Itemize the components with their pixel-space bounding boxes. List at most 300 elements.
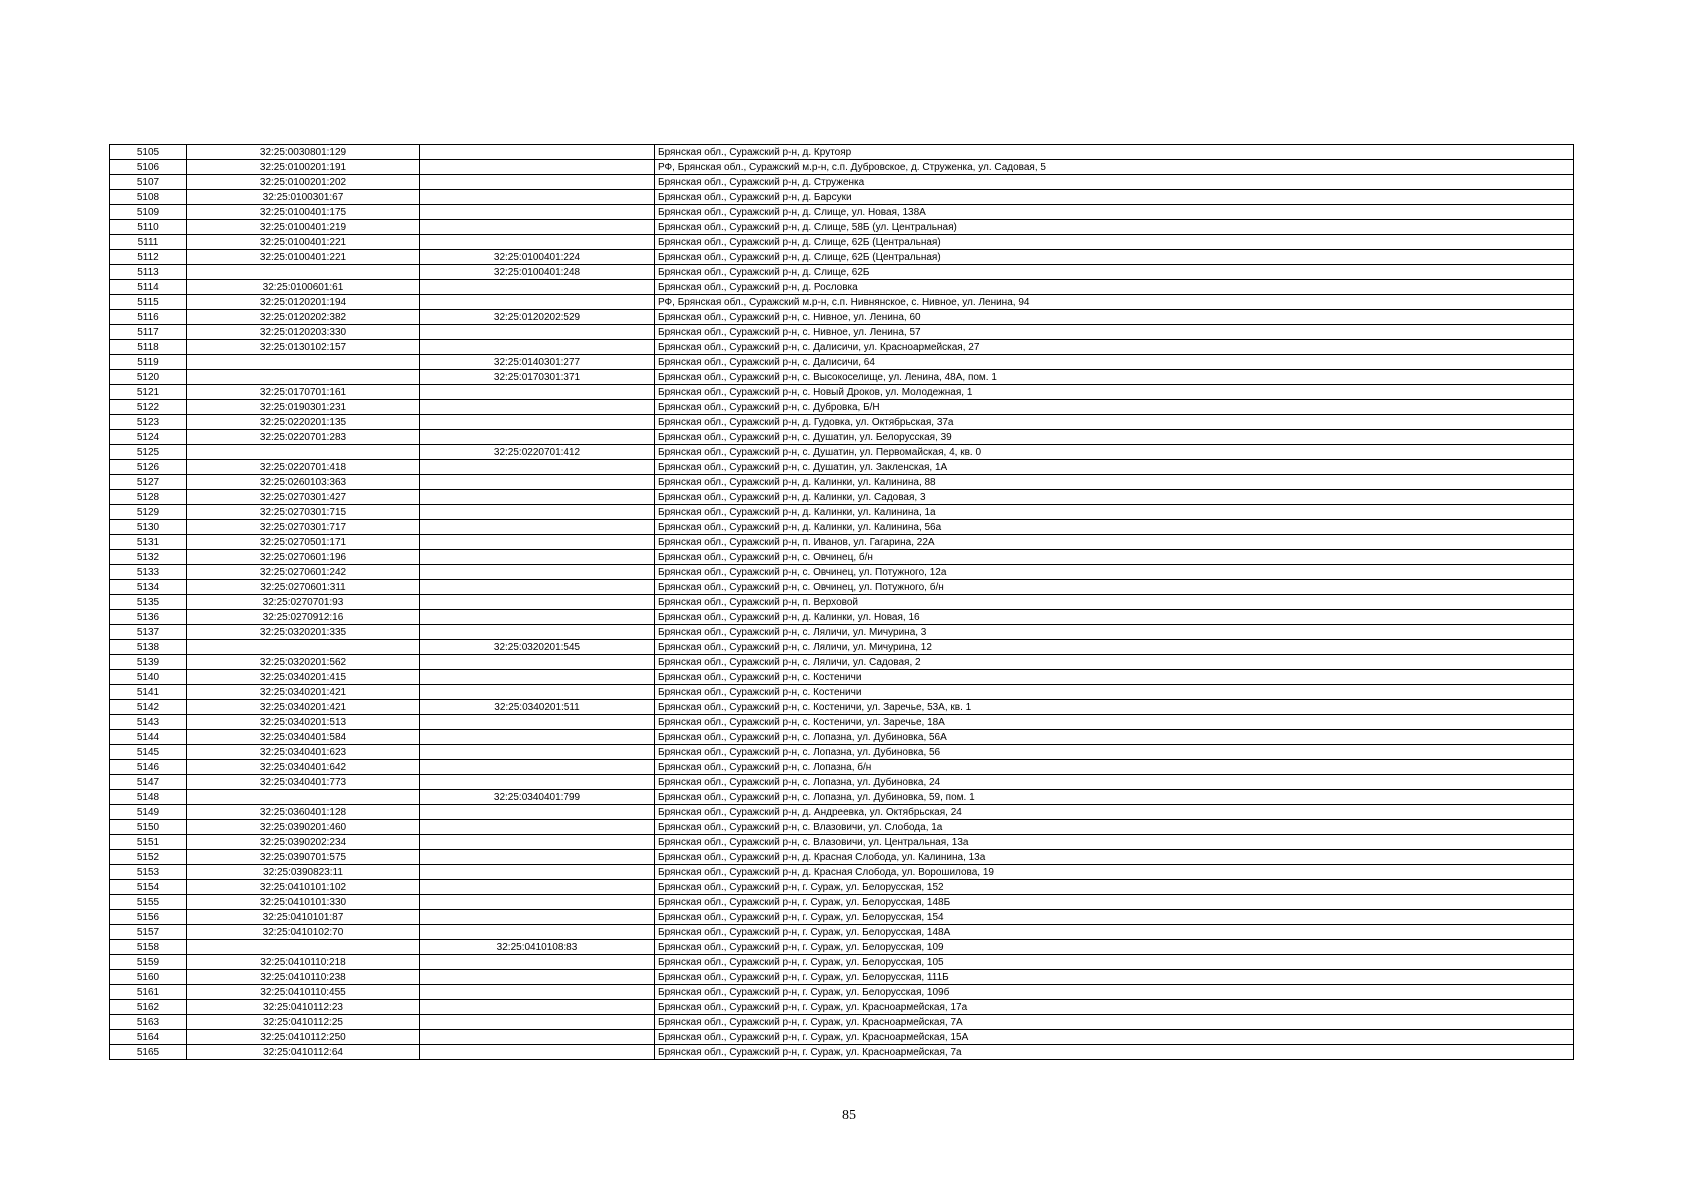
address-cell: Брянская обл., Суражский р-н, г. Сураж, ул. Белорусская, 109 <box>655 940 1574 955</box>
cadastral-number-cell: 32:25:0190301:231 <box>187 400 420 415</box>
cadastral-number-cell: 32:25:0410110:218 <box>187 955 420 970</box>
address-cell: Брянская обл., Суражский р-н, с. Костеничи, ул. Заречье, 53А, кв. 1 <box>655 700 1574 715</box>
table-row <box>110 700 1574 715</box>
row-number-cell: 5160 <box>110 970 187 985</box>
secondary-cadastral-number-cell <box>420 430 655 445</box>
cadastral-number-cell: 32:25:0410112:25 <box>187 1015 420 1030</box>
secondary-cadastral-number-cell <box>420 235 655 250</box>
cadastral-number-cell <box>187 445 420 460</box>
data-table <box>109 144 1574 1060</box>
table-row <box>110 640 1574 655</box>
cadastral-number-cell <box>187 640 420 655</box>
secondary-cadastral-number-cell <box>420 145 655 160</box>
row-number-cell: 5155 <box>110 895 187 910</box>
secondary-cadastral-number-cell <box>420 460 655 475</box>
table-row <box>110 250 1574 265</box>
cadastral-number-cell: 32:25:0100301:67 <box>187 190 420 205</box>
table-row <box>110 715 1574 730</box>
table-row <box>110 685 1574 700</box>
secondary-cadastral-number-cell: 32:25:0100401:224 <box>420 250 655 265</box>
table-row <box>110 175 1574 190</box>
address-cell: Брянская обл., Суражский р-н, д. Слище, ул. Новая, 138А <box>655 205 1574 220</box>
row-number-cell: 5120 <box>110 370 187 385</box>
table-row <box>110 190 1574 205</box>
cadastral-number-cell: 32:25:0410112:64 <box>187 1045 420 1060</box>
cadastral-number-cell: 32:25:0100401:221 <box>187 235 420 250</box>
row-number-cell: 5138 <box>110 640 187 655</box>
cadastral-number-cell: 32:25:0340201:513 <box>187 715 420 730</box>
address-cell: Брянская обл., Суражский р-н, д. Калинки, ул. Калинина, 1а <box>655 505 1574 520</box>
address-cell: Брянская обл., Суражский р-н, п. Верховой <box>655 595 1574 610</box>
address-cell: Брянская обл., Суражский р-н, с. Дубровка, Б/Н <box>655 400 1574 415</box>
address-cell: Брянская обл., Суражский р-н, д. Андреевка, ул. Октябрьская, 24 <box>655 805 1574 820</box>
table-row <box>110 655 1574 670</box>
cadastral-number-cell: 32:25:0410102:70 <box>187 925 420 940</box>
table-row <box>110 955 1574 970</box>
table-row <box>110 670 1574 685</box>
address-cell: Брянская обл., Суражский р-н, г. Сураж, ул. Белорусская, 148А <box>655 925 1574 940</box>
row-number-cell: 5128 <box>110 490 187 505</box>
secondary-cadastral-number-cell <box>420 985 655 1000</box>
secondary-cadastral-number-cell <box>420 715 655 730</box>
table-row <box>110 430 1574 445</box>
address-cell: Брянская обл., Суражский р-н, д. Струженка <box>655 175 1574 190</box>
secondary-cadastral-number-cell <box>420 730 655 745</box>
secondary-cadastral-number-cell <box>420 175 655 190</box>
address-cell: Брянская обл., Суражский р-н, д. Слище, 62Б (Центральная) <box>655 250 1574 265</box>
table-row <box>110 940 1574 955</box>
address-cell: Брянская обл., Суражский р-н, с. Нивное, ул. Ленина, 60 <box>655 310 1574 325</box>
address-cell: Брянская обл., Суражский р-н, г. Сураж, ул. Красноармейская, 17а <box>655 1000 1574 1015</box>
secondary-cadastral-number-cell <box>420 865 655 880</box>
cadastral-number-cell: 32:25:0340201:421 <box>187 700 420 715</box>
address-cell: Брянская обл., Суражский р-н, с. Нивное, ул. Ленина, 57 <box>655 325 1574 340</box>
cadastral-number-cell: 32:25:0340401:773 <box>187 775 420 790</box>
secondary-cadastral-number-cell <box>420 325 655 340</box>
cadastral-number-cell: 32:25:0410112:250 <box>187 1030 420 1045</box>
row-number-cell: 5150 <box>110 820 187 835</box>
table-row <box>110 220 1574 235</box>
table-row <box>110 880 1574 895</box>
address-cell: Брянская обл., Суражский р-н, г. Сураж, ул. Белорусская, 152 <box>655 880 1574 895</box>
cadastral-number-cell: 32:25:0340401:623 <box>187 745 420 760</box>
address-cell: Брянская обл., Суражский р-н, д. Слище, 62Б <box>655 265 1574 280</box>
secondary-cadastral-number-cell <box>420 280 655 295</box>
cadastral-number-cell: 32:25:0100401:175 <box>187 205 420 220</box>
secondary-cadastral-number-cell <box>420 955 655 970</box>
cadastral-number-cell: 32:25:0390701:575 <box>187 850 420 865</box>
address-cell: Брянская обл., Суражский р-н, с. Далисичи, 64 <box>655 355 1574 370</box>
secondary-cadastral-number-cell <box>420 160 655 175</box>
row-number-cell: 5108 <box>110 190 187 205</box>
cadastral-number-cell: 32:25:0270912:16 <box>187 610 420 625</box>
cadastral-number-cell: 32:25:0320201:562 <box>187 655 420 670</box>
row-number-cell: 5154 <box>110 880 187 895</box>
row-number-cell: 5152 <box>110 850 187 865</box>
row-number-cell: 5134 <box>110 580 187 595</box>
secondary-cadastral-number-cell <box>420 565 655 580</box>
row-number-cell: 5139 <box>110 655 187 670</box>
table-row <box>110 325 1574 340</box>
cadastral-number-cell: 32:25:0030801:129 <box>187 145 420 160</box>
cadastral-number-cell: 32:25:0100201:202 <box>187 175 420 190</box>
secondary-cadastral-number-cell <box>420 1030 655 1045</box>
table-row <box>110 820 1574 835</box>
secondary-cadastral-number-cell <box>420 895 655 910</box>
address-cell: Брянская обл., Суражский р-н, с. Влазовичи, ул. Центральная, 13а <box>655 835 1574 850</box>
cadastral-number-cell: 32:25:0410110:238 <box>187 970 420 985</box>
address-cell: Брянская обл., Суражский р-н, с. Овчинец, б/н <box>655 550 1574 565</box>
secondary-cadastral-number-cell <box>420 190 655 205</box>
address-cell: Брянская обл., Суражский р-н, с. Далисичи, ул. Красноармейская, 27 <box>655 340 1574 355</box>
row-number-cell: 5159 <box>110 955 187 970</box>
table-row <box>110 745 1574 760</box>
address-cell: Брянская обл., Суражский р-н, с. Влазовичи, ул. Слобода, 1а <box>655 820 1574 835</box>
secondary-cadastral-number-cell <box>420 385 655 400</box>
page-number: 85 <box>842 1108 856 1123</box>
cadastral-number-cell: 32:25:0270301:427 <box>187 490 420 505</box>
table-row <box>110 580 1574 595</box>
table-row <box>110 730 1574 745</box>
row-number-cell: 5162 <box>110 1000 187 1015</box>
secondary-cadastral-number-cell <box>420 670 655 685</box>
table-row <box>110 490 1574 505</box>
cadastral-number-cell: 32:25:0130102:157 <box>187 340 420 355</box>
cadastral-number-cell: 32:25:0410112:23 <box>187 1000 420 1015</box>
address-cell: Брянская обл., Суражский р-н, с. Лопазна, ул. Дубиновка, 56А <box>655 730 1574 745</box>
row-number-cell: 5164 <box>110 1030 187 1045</box>
secondary-cadastral-number-cell: 32:25:0410108:83 <box>420 940 655 955</box>
table-body <box>110 145 1574 1060</box>
table-row <box>110 610 1574 625</box>
table-row <box>110 160 1574 175</box>
address-cell: Брянская обл., Суражский р-н, с. Высокоселище, ул. Ленина, 48А, пом. 1 <box>655 370 1574 385</box>
table-row <box>110 205 1574 220</box>
secondary-cadastral-number-cell <box>420 880 655 895</box>
address-cell: Брянская обл., Суражский р-н, д. Калинки, ул. Калинина, 56а <box>655 520 1574 535</box>
address-cell: Брянская обл., Суражский р-н, д. Калинки, ул. Новая, 16 <box>655 610 1574 625</box>
secondary-cadastral-number-cell: 32:25:0340401:799 <box>420 790 655 805</box>
secondary-cadastral-number-cell <box>420 745 655 760</box>
row-number-cell: 5110 <box>110 220 187 235</box>
address-cell: Брянская обл., Суражский р-н, г. Сураж, ул. Красноармейская, 7а <box>655 1045 1574 1060</box>
cadastral-number-cell: 32:25:0120201:194 <box>187 295 420 310</box>
secondary-cadastral-number-cell <box>420 835 655 850</box>
table-row <box>110 835 1574 850</box>
row-number-cell: 5131 <box>110 535 187 550</box>
table-row <box>110 850 1574 865</box>
row-number-cell: 5118 <box>110 340 187 355</box>
row-number-cell: 5148 <box>110 790 187 805</box>
table-row <box>110 865 1574 880</box>
table-row <box>110 445 1574 460</box>
secondary-cadastral-number-cell <box>420 490 655 505</box>
cadastral-number-cell: 32:25:0260103:363 <box>187 475 420 490</box>
table-row <box>110 805 1574 820</box>
secondary-cadastral-number-cell: 32:25:0340201:511 <box>420 700 655 715</box>
secondary-cadastral-number-cell: 32:25:0120202:529 <box>420 310 655 325</box>
address-cell: Брянская обл., Суражский р-н, с. Овчинец, ул. Потужного, 12а <box>655 565 1574 580</box>
cadastral-number-cell: 32:25:0100401:221 <box>187 250 420 265</box>
address-cell: Брянская обл., Суражский р-н, с. Ляличи, ул. Мичурина, 12 <box>655 640 1574 655</box>
row-number-cell: 5141 <box>110 685 187 700</box>
address-cell: Брянская обл., Суражский р-н, д. Красная Слобода, ул. Калинина, 13а <box>655 850 1574 865</box>
cadastral-number-cell: 32:25:0270601:242 <box>187 565 420 580</box>
cadastral-number-cell: 32:25:0270301:717 <box>187 520 420 535</box>
secondary-cadastral-number-cell <box>420 820 655 835</box>
row-number-cell: 5107 <box>110 175 187 190</box>
address-cell: Брянская обл., Суражский р-н, с. Костеничи <box>655 670 1574 685</box>
table-row <box>110 475 1574 490</box>
address-cell: Брянская обл., Суражский р-н, г. Сураж, ул. Красноармейская, 15А <box>655 1030 1574 1045</box>
cadastral-number-cell: 32:25:0100601:61 <box>187 280 420 295</box>
address-cell: Брянская обл., Суражский р-н, г. Сураж, ул. Белорусская, 111Б <box>655 970 1574 985</box>
table-row <box>110 340 1574 355</box>
row-number-cell: 5109 <box>110 205 187 220</box>
cadastral-number-cell: 32:25:0100401:219 <box>187 220 420 235</box>
row-number-cell: 5124 <box>110 430 187 445</box>
table-row <box>110 400 1574 415</box>
table-row <box>110 370 1574 385</box>
address-cell: Брянская обл., Суражский р-н, с. Душатин, ул. Первомайская, 4, кв. 0 <box>655 445 1574 460</box>
row-number-cell: 5149 <box>110 805 187 820</box>
row-number-cell: 5143 <box>110 715 187 730</box>
row-number-cell: 5123 <box>110 415 187 430</box>
cadastral-number-cell: 32:25:0220701:418 <box>187 460 420 475</box>
cadastral-number-cell: 32:25:0270601:196 <box>187 550 420 565</box>
cadastral-number-cell: 32:25:0270501:171 <box>187 535 420 550</box>
table-row <box>110 895 1574 910</box>
table-row <box>110 790 1574 805</box>
row-number-cell: 5140 <box>110 670 187 685</box>
table-row <box>110 520 1574 535</box>
row-number-cell: 5121 <box>110 385 187 400</box>
row-number-cell: 5112 <box>110 250 187 265</box>
row-number-cell: 5145 <box>110 745 187 760</box>
cadastral-number-cell: 32:25:0340201:415 <box>187 670 420 685</box>
row-number-cell: 5161 <box>110 985 187 1000</box>
address-cell: Брянская обл., Суражский р-н, д. Калинки, ул. Калинина, 88 <box>655 475 1574 490</box>
row-number-cell: 5163 <box>110 1015 187 1030</box>
table-row <box>110 460 1574 475</box>
cadastral-number-cell <box>187 790 420 805</box>
row-number-cell: 5113 <box>110 265 187 280</box>
address-cell: Брянская обл., Суражский р-н, д. Гудовка, ул. Октябрьская, 37а <box>655 415 1574 430</box>
table-row <box>110 280 1574 295</box>
address-cell: Брянская обл., Суражский р-н, с. Душатин, ул. Белорусская, 39 <box>655 430 1574 445</box>
row-number-cell: 5158 <box>110 940 187 955</box>
secondary-cadastral-number-cell <box>420 205 655 220</box>
cadastral-number-cell: 32:25:0270301:715 <box>187 505 420 520</box>
row-number-cell: 5130 <box>110 520 187 535</box>
secondary-cadastral-number-cell <box>420 925 655 940</box>
address-cell: Брянская обл., Суражский р-н, с. Новый Дроков, ул. Молодежная, 1 <box>655 385 1574 400</box>
cadastral-number-cell: 32:25:0340201:421 <box>187 685 420 700</box>
secondary-cadastral-number-cell <box>420 805 655 820</box>
cadastral-number-cell: 32:25:0120202:382 <box>187 310 420 325</box>
row-number-cell: 5147 <box>110 775 187 790</box>
row-number-cell: 5137 <box>110 625 187 640</box>
address-cell: Брянская обл., Суражский р-н, с. Лопазна, ул. Дубиновка, 59, пом. 1 <box>655 790 1574 805</box>
address-cell: Брянская обл., Суражский р-н, д. Слище, 58Б (ул. Центральная) <box>655 220 1574 235</box>
table-row <box>110 1030 1574 1045</box>
row-number-cell: 5136 <box>110 610 187 625</box>
cadastral-number-cell: 32:25:0360401:128 <box>187 805 420 820</box>
cadastral-number-cell: 32:25:0410101:102 <box>187 880 420 895</box>
cadastral-number-cell: 32:25:0220201:135 <box>187 415 420 430</box>
address-cell: РФ, Брянская обл., Суражский м.р-н, с.п. Дубровское, д. Струженка, ул. Садовая, 5 <box>655 160 1574 175</box>
table-row <box>110 565 1574 580</box>
secondary-cadastral-number-cell <box>420 220 655 235</box>
secondary-cadastral-number-cell <box>420 505 655 520</box>
secondary-cadastral-number-cell: 32:25:0140301:277 <box>420 355 655 370</box>
row-number-cell: 5135 <box>110 595 187 610</box>
table-row <box>110 295 1574 310</box>
cadastral-number-cell: 32:25:0320201:335 <box>187 625 420 640</box>
table-row <box>110 145 1574 160</box>
row-number-cell: 5114 <box>110 280 187 295</box>
table-row <box>110 760 1574 775</box>
cadastral-number-cell: 32:25:0410110:455 <box>187 985 420 1000</box>
address-cell: Брянская обл., Суражский р-н, д. Барсуки <box>655 190 1574 205</box>
cadastral-number-cell: 32:25:0340401:584 <box>187 730 420 745</box>
row-number-cell: 5165 <box>110 1045 187 1060</box>
row-number-cell: 5129 <box>110 505 187 520</box>
secondary-cadastral-number-cell: 32:25:0320201:545 <box>420 640 655 655</box>
secondary-cadastral-number-cell <box>420 415 655 430</box>
secondary-cadastral-number-cell <box>420 625 655 640</box>
secondary-cadastral-number-cell <box>420 850 655 865</box>
secondary-cadastral-number-cell <box>420 295 655 310</box>
cadastral-number-cell: 32:25:0390823:11 <box>187 865 420 880</box>
address-cell: Брянская обл., Суражский р-н, с. Костеничи <box>655 685 1574 700</box>
address-cell: Брянская обл., Суражский р-н, г. Сураж, ул. Белорусская, 154 <box>655 910 1574 925</box>
cadastral-number-cell: 32:25:0270701:93 <box>187 595 420 610</box>
table-row <box>110 775 1574 790</box>
table-row <box>110 625 1574 640</box>
row-number-cell: 5126 <box>110 460 187 475</box>
row-number-cell: 5117 <box>110 325 187 340</box>
address-cell: Брянская обл., Суражский р-н, с. Ляличи, ул. Мичурина, 3 <box>655 625 1574 640</box>
row-number-cell: 5106 <box>110 160 187 175</box>
cadastral-number-cell: 32:25:0410101:330 <box>187 895 420 910</box>
table-row <box>110 550 1574 565</box>
secondary-cadastral-number-cell: 32:25:0170301:371 <box>420 370 655 385</box>
address-cell: Брянская обл., Суражский р-н, с. Лопазна, ул. Дубиновка, 24 <box>655 775 1574 790</box>
table-row <box>110 415 1574 430</box>
secondary-cadastral-number-cell <box>420 520 655 535</box>
address-cell: Брянская обл., Суражский р-н, с. Лопазна, ул. Дубиновка, 56 <box>655 745 1574 760</box>
row-number-cell: 5156 <box>110 910 187 925</box>
table-row <box>110 985 1574 1000</box>
address-cell: Брянская обл., Суражский р-н, д. Крутояр <box>655 145 1574 160</box>
secondary-cadastral-number-cell <box>420 475 655 490</box>
row-number-cell: 5125 <box>110 445 187 460</box>
row-number-cell: 5115 <box>110 295 187 310</box>
table-row <box>110 910 1574 925</box>
address-cell: Брянская обл., Суражский р-н, с. Лопазна, б/н <box>655 760 1574 775</box>
secondary-cadastral-number-cell <box>420 685 655 700</box>
row-number-cell: 5133 <box>110 565 187 580</box>
table-row <box>110 385 1574 400</box>
cadastral-number-cell: 32:25:0410101:87 <box>187 910 420 925</box>
row-number-cell: 5127 <box>110 475 187 490</box>
cadastral-number-cell <box>187 940 420 955</box>
cadastral-number-cell: 32:25:0100201:191 <box>187 160 420 175</box>
address-cell: Брянская обл., Суражский р-н, г. Сураж, ул. Белорусская, 148Б <box>655 895 1574 910</box>
row-number-cell: 5142 <box>110 700 187 715</box>
cadastral-number-cell: 32:25:0270601:311 <box>187 580 420 595</box>
row-number-cell: 5119 <box>110 355 187 370</box>
address-cell: Брянская обл., Суражский р-н, г. Сураж, ул. Красноармейская, 7А <box>655 1015 1574 1030</box>
secondary-cadastral-number-cell <box>420 1045 655 1060</box>
row-number-cell: 5132 <box>110 550 187 565</box>
table-row <box>110 970 1574 985</box>
secondary-cadastral-number-cell <box>420 1000 655 1015</box>
row-number-cell: 5144 <box>110 730 187 745</box>
secondary-cadastral-number-cell <box>420 550 655 565</box>
table-row <box>110 310 1574 325</box>
address-cell: Брянская обл., Суражский р-н, д. Калинки, ул. Садовая, 3 <box>655 490 1574 505</box>
row-number-cell: 5116 <box>110 310 187 325</box>
cadastral-number-cell <box>187 355 420 370</box>
secondary-cadastral-number-cell: 32:25:0220701:412 <box>420 445 655 460</box>
table-row <box>110 1045 1574 1060</box>
secondary-cadastral-number-cell <box>420 655 655 670</box>
address-cell: Брянская обл., Суражский р-н, с. Душатин, ул. Закленская, 1А <box>655 460 1574 475</box>
cadastral-number-cell: 32:25:0120203:330 <box>187 325 420 340</box>
secondary-cadastral-number-cell <box>420 760 655 775</box>
secondary-cadastral-number-cell <box>420 610 655 625</box>
cadastral-number-cell <box>187 265 420 280</box>
secondary-cadastral-number-cell <box>420 535 655 550</box>
table-row <box>110 1000 1574 1015</box>
cadastral-number-cell: 32:25:0390202:234 <box>187 835 420 850</box>
secondary-cadastral-number-cell <box>420 775 655 790</box>
cadastral-number-cell: 32:25:0390201:460 <box>187 820 420 835</box>
table-row <box>110 265 1574 280</box>
row-number-cell: 5105 <box>110 145 187 160</box>
address-cell: РФ, Брянская обл., Суражский м.р-н, с.п. Нивнянское, с. Нивное, ул. Ленина, 94 <box>655 295 1574 310</box>
secondary-cadastral-number-cell <box>420 400 655 415</box>
row-number-cell: 5146 <box>110 760 187 775</box>
secondary-cadastral-number-cell <box>420 910 655 925</box>
secondary-cadastral-number-cell <box>420 1015 655 1030</box>
secondary-cadastral-number-cell <box>420 340 655 355</box>
row-number-cell: 5157 <box>110 925 187 940</box>
secondary-cadastral-number-cell <box>420 580 655 595</box>
address-cell: Брянская обл., Суражский р-н, с. Костеничи, ул. Заречье, 18А <box>655 715 1574 730</box>
table-row <box>110 1015 1574 1030</box>
address-cell: Брянская обл., Суражский р-н, с. Ляличи, ул. Садовая, 2 <box>655 655 1574 670</box>
secondary-cadastral-number-cell <box>420 595 655 610</box>
cadastral-number-cell: 32:25:0340401:642 <box>187 760 420 775</box>
row-number-cell: 5151 <box>110 835 187 850</box>
row-number-cell: 5122 <box>110 400 187 415</box>
row-number-cell: 5153 <box>110 865 187 880</box>
secondary-cadastral-number-cell: 32:25:0100401:248 <box>420 265 655 280</box>
address-cell: Брянская обл., Суражский р-н, д. Красная Слобода, ул. Ворошилова, 19 <box>655 865 1574 880</box>
table-row <box>110 505 1574 520</box>
address-cell: Брянская обл., Суражский р-н, д. Рословка <box>655 280 1574 295</box>
address-cell: Брянская обл., Суражский р-н, с. Овчинец, ул. Потужного, б/н <box>655 580 1574 595</box>
cadastral-number-cell: 32:25:0220701:283 <box>187 430 420 445</box>
address-cell: Брянская обл., Суражский р-н, г. Сураж, ул. Белорусская, 105 <box>655 955 1574 970</box>
cadastral-number-cell <box>187 370 420 385</box>
row-number-cell: 5111 <box>110 235 187 250</box>
table-row <box>110 235 1574 250</box>
address-cell: Брянская обл., Суражский р-н, д. Слище, 62Б (Центральная) <box>655 235 1574 250</box>
